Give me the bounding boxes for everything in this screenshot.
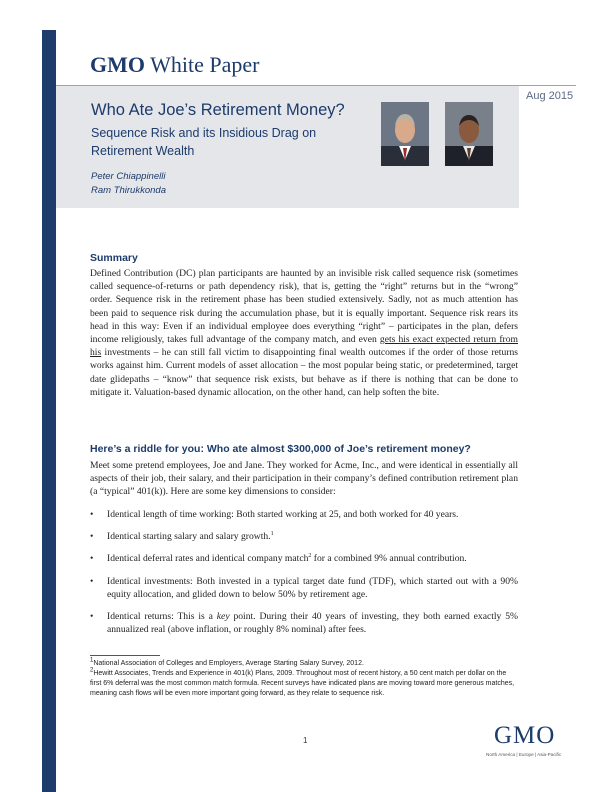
list-item: • Identical investments: Both invested in a typical target date fund (TDF), which started out with a 90% equity allocation, and glided down to below 50% by retirement age. [90, 575, 518, 601]
footnote: $^2$Hewitt Associates, Trends and Experience in 401(k) Plans, 2009. Throughout most of recent history, a 50 cent match per dollar on the first 6% deferral was the most common match formula. Recent surveys have indicated plans are moving toward more generous matches, meaning cash flows will be even more important going forward, as they relate to sequence risk. [90, 667, 515, 697]
logo-regions: North America | Europe | Asia-Pacific [486, 752, 562, 757]
footnote-ref: 1 [270, 531, 274, 538]
author-photo [445, 102, 493, 166]
publication-date: Aug 2015 [526, 90, 574, 102]
brand-name: GMO [90, 52, 145, 77]
left-accent-bar [42, 30, 56, 792]
paper-title: Who Ate Joe’s Retirement Money? [91, 101, 345, 119]
summary-paragraph: Defined Contribution (DC) plan participants are haunted by an invisible risk called sequence risk (sometimes called sequence-of-returns or path dependency risk), that is, getting the “right” returns but in the “wrong” order. Sequence risk in the retirement phase has been studied extensively. Sadly, not as much attention has been paid to sequence risk during the accumulation phase, but it is equally important. Sequence risk rears its head in this way: Even if an individual employee does everything “right” – participates in the plan, defers income religiously, takes full advantage of the company match, and even gets his exact expected return from his investments – he can still fall victim to disappointing final wealth outcomes if the order of those returns works against him. Current models of asset allocation – the most popular being static, or predetermined, target date glidepaths – “know” that sequence risk exists, but behave as if there is nothing that can be done to mitigate it. Valuation-based dynamic allocation, on the other hand, can help soften the bite. [90, 268, 518, 398]
footnote: $^1$National Association of Colleges and Employers, Average Starting Salary Survey, 2012. [90, 657, 364, 667]
key-dimensions-list [90, 508, 518, 645]
list-item: • Identical starting salary and salary growth.$^1$ [90, 530, 518, 543]
riddle-intro-paragraph: Meet some pretend employees, Joe and Jane. They worked for Acme, Inc., and were identical in essentially all aspects of their job, their salary, and their participation in their company’s defined contribution retirement plan (a “typical” 401(k)). Here are some key dimensions to consider: [90, 460, 518, 498]
emphasis: key [216, 611, 230, 623]
author-name: Ram Thirukkonda [91, 185, 166, 196]
footnotes [90, 659, 518, 699]
footnote-rule [90, 655, 160, 656]
list-item: • Identical returns: This is a key point. During their 40 years of investing, they both earned exactly 5% annualized real (above inflation, or roughly 8% nominal) after fees. [90, 610, 518, 636]
page-number: 1 [303, 736, 308, 745]
underlined-phrase: gets his exact expected return from his [90, 334, 518, 359]
list-item: • Identical length of time working: Both started working at 25, and both worked for 40 years. [90, 508, 518, 521]
paper-subtitle: Sequence Risk and its Insidious Drag on Retirement Wealth [91, 126, 317, 158]
list-item: • Identical deferral rates and identical company match$^2$ for a combined 9% annual contribution. [90, 552, 518, 565]
author-name: Peter Chiappinelli [91, 171, 166, 182]
riddle-heading: Here’s a riddle for you: Who ate almost $300,000 of Joe’s retirement money? [90, 443, 471, 455]
document-brand [90, 52, 259, 78]
footnote-ref: 2 [308, 553, 312, 560]
gmo-logo: GMO [494, 722, 556, 749]
summary-heading: Summary [90, 252, 138, 264]
brand-doc-type: White Paper [150, 52, 260, 77]
author-photo [381, 102, 429, 166]
